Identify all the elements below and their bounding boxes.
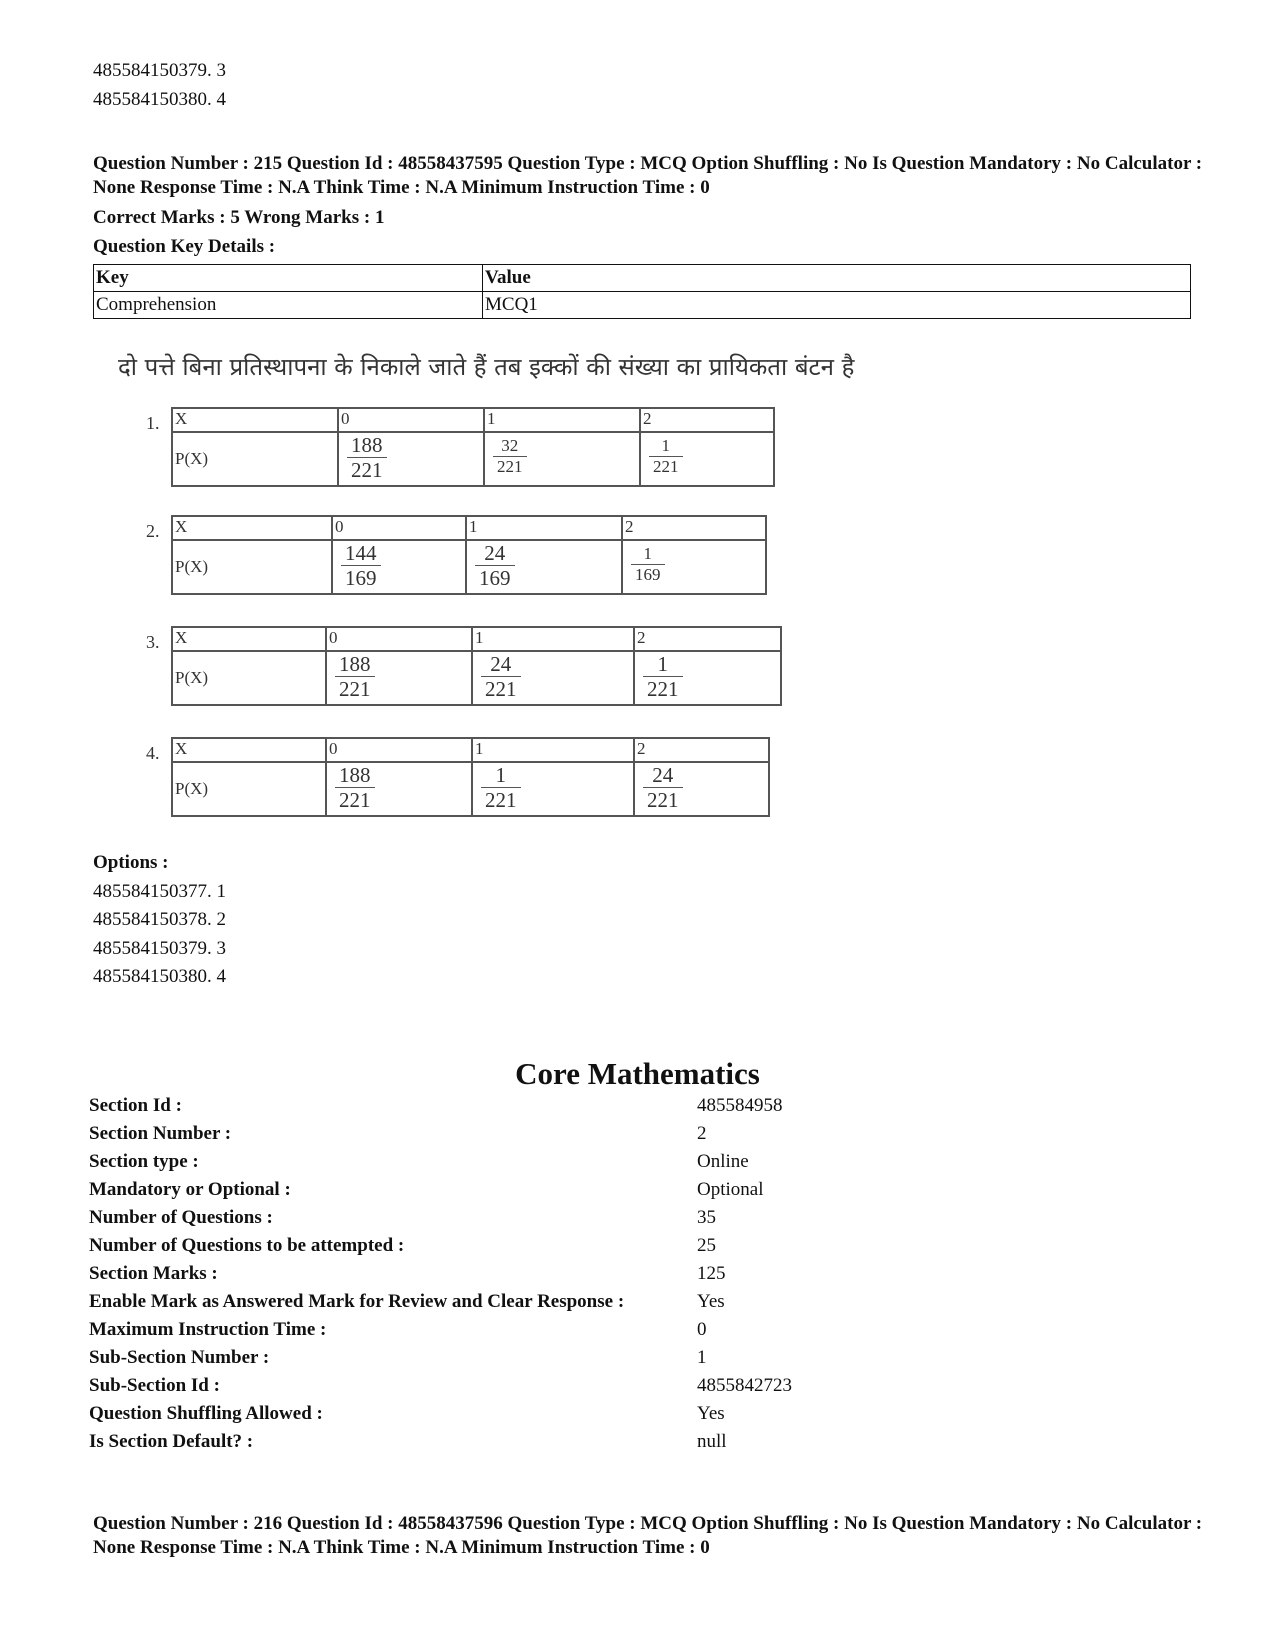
value-cell: MCQ1 xyxy=(483,292,1191,319)
fraction: $\frac{144}{169}$ xyxy=(341,541,381,590)
fraction: $\frac{24}{169}$ xyxy=(475,541,515,590)
x-value: 1 xyxy=(466,516,622,540)
fraction: $\frac{24}{221}$ xyxy=(481,652,521,701)
choice-number-4: 4. xyxy=(146,743,160,763)
x-value: 2 xyxy=(634,627,781,651)
x-value: 0 xyxy=(332,516,466,540)
x-value: 1 xyxy=(484,408,640,432)
prev-option-3: 485584150379. 3 xyxy=(93,60,226,81)
probability-cell xyxy=(472,762,634,816)
fraction: $\frac{1}{169}$ xyxy=(631,544,665,585)
x-value: 2 xyxy=(622,516,766,540)
choice-number-1: 1. xyxy=(146,413,160,433)
section-info-row: Sub-Section Id : 4855842723 xyxy=(89,1375,792,1396)
x-value: 0 xyxy=(326,627,472,651)
x-value: 1 xyxy=(472,627,634,651)
section-info-row: Enable Mark as Answered Mark for Review and Clear Response : Yes xyxy=(89,1291,725,1312)
prev-option-4: 485584150380. 4 xyxy=(93,89,226,110)
x-value: 0 xyxy=(338,408,484,432)
x-header: X xyxy=(172,516,332,540)
section-info-row: Sub-Section Number : 1 xyxy=(89,1347,707,1368)
section-info-row: Is Section Default? : null xyxy=(89,1431,727,1452)
choice-number-2: 2. xyxy=(146,521,160,541)
choice-table-4 xyxy=(171,737,770,817)
choice-table-1 xyxy=(171,407,775,487)
x-header: X xyxy=(172,408,338,432)
section-info-row: Section Marks : 125 xyxy=(89,1263,726,1284)
probability-cell xyxy=(326,762,472,816)
key-details-table xyxy=(93,264,1191,319)
option-3: 485584150379. 3 xyxy=(93,938,226,959)
key-table-row xyxy=(94,292,1191,319)
option-2: 485584150378. 2 xyxy=(93,909,226,930)
choice-number-3: 3. xyxy=(146,632,160,652)
probability-cell xyxy=(484,432,640,486)
option-1: 485584150377. 1 xyxy=(93,881,226,902)
px-label: P(X) xyxy=(172,432,338,486)
probability-cell xyxy=(326,651,472,705)
probability-cell xyxy=(622,540,766,594)
fraction: $\frac{1}{221}$ xyxy=(649,436,683,477)
probability-cell xyxy=(634,762,769,816)
question-header-215: Question Number : 215 Question Id : 48558437595 Question Type : MCQ Option Shuffling : No Is Question Mandatory : No Calculator : None Response Time : N.A Think Time : N.A Minimum Instruction Time : 0 xyxy=(93,153,1203,198)
fraction: $\frac{1}{221}$ xyxy=(643,652,683,701)
section-info-row: Mandatory or Optional : Optional xyxy=(89,1179,764,1200)
choice-table-2 xyxy=(171,515,767,595)
choice-table-3 xyxy=(171,626,782,706)
section-info-row: Section type : Online xyxy=(89,1151,749,1172)
fraction: $\frac{188}{221}$ xyxy=(347,433,387,482)
fraction: $\frac{32}{221}$ xyxy=(493,436,527,477)
probability-cell xyxy=(640,432,774,486)
options-label: Options : xyxy=(93,852,169,873)
probability-cell xyxy=(332,540,466,594)
x-value: 2 xyxy=(634,738,769,762)
x-value: 0 xyxy=(326,738,472,762)
x-header: X xyxy=(172,738,326,762)
section-title: Core Mathematics xyxy=(515,1056,760,1091)
key-table-header-row xyxy=(94,265,1191,292)
marks-line: Correct Marks : 5 Wrong Marks : 1 xyxy=(93,207,385,228)
fraction: $\frac{188}{221}$ xyxy=(335,652,375,701)
section-info-row: Section Number : 2 xyxy=(89,1123,707,1144)
probability-cell xyxy=(634,651,781,705)
option-4: 485584150380. 4 xyxy=(93,966,226,987)
x-value: 2 xyxy=(640,408,774,432)
probability-cell xyxy=(472,651,634,705)
fraction: $\frac{1}{221}$ xyxy=(481,763,521,812)
fraction: $\frac{188}{221}$ xyxy=(335,763,375,812)
probability-cell xyxy=(466,540,622,594)
section-info-row: Section Id : 485584958 xyxy=(89,1095,783,1116)
px-label: P(X) xyxy=(172,762,326,816)
question-header-216: Question Number : 216 Question Id : 48558437596 Question Type : MCQ Option Shuffling : No Is Question Mandatory : No Calculator : None Response Time : N.A Think Time : N.A Minimum Instruction Time : 0 xyxy=(93,1513,1203,1558)
px-label: P(X) xyxy=(172,540,332,594)
key-details-label: Question Key Details : xyxy=(93,236,276,257)
key-cell: Comprehension xyxy=(94,292,483,319)
fraction: $\frac{24}{221}$ xyxy=(643,763,683,812)
section-info-row: Number of Questions : 35 xyxy=(89,1207,716,1228)
value-header: Value xyxy=(483,265,1191,292)
key-header: Key xyxy=(94,265,483,292)
section-info-row: Number of Questions to be attempted : 25 xyxy=(89,1235,716,1256)
probability-cell xyxy=(338,432,484,486)
question-text: दो पत्ते बिना प्रतिस्थापना के निकाले जाते हैं तब इक्कों की संख्या का प्रायिकता बंटन है xyxy=(118,353,855,381)
px-label: P(X) xyxy=(172,651,326,705)
x-value: 1 xyxy=(472,738,634,762)
section-info-row: Maximum Instruction Time : 0 xyxy=(89,1319,707,1340)
x-header: X xyxy=(172,627,326,651)
section-info-row: Question Shuffling Allowed : Yes xyxy=(89,1403,725,1424)
